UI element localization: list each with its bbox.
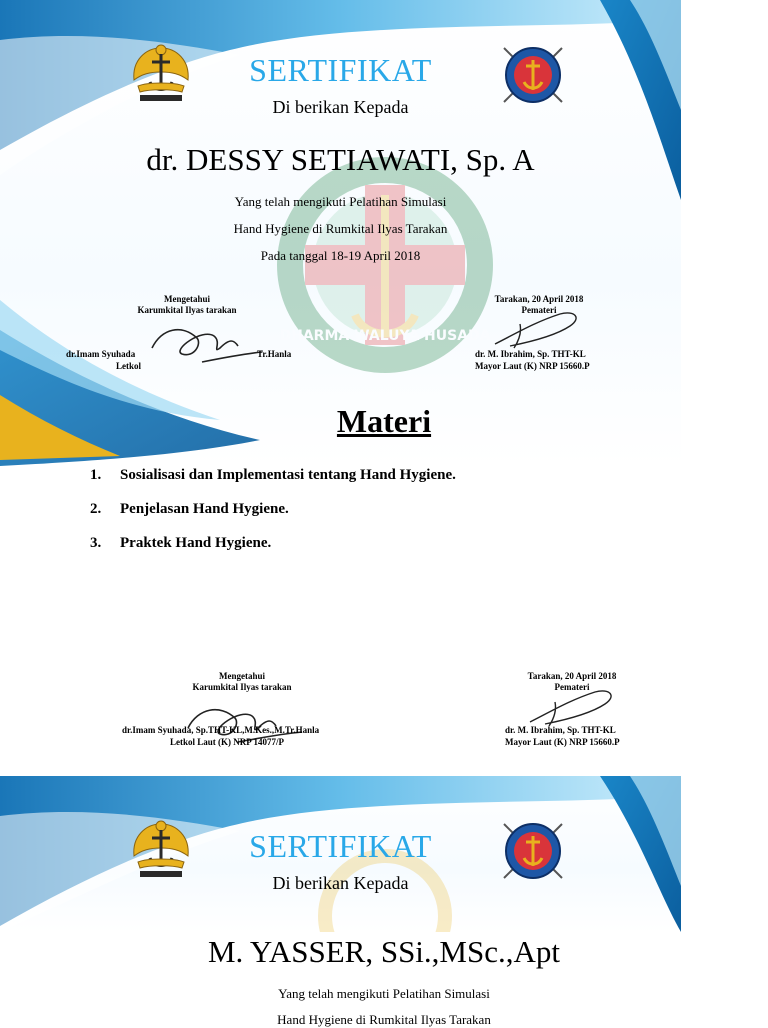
materi-left-name: dr.Imam Syuhada, Sp.THT-KL,M.Kes.,M.Tr.Hanla	[122, 725, 320, 735]
materi-left-heading	[117, 671, 367, 693]
certificate-title: SERTIFIKAT	[249, 52, 432, 88]
materi-right-heading-1: Tarakan, 20 April 2018	[527, 671, 617, 681]
date-line: Pada tanggal 18-19 April 2018	[260, 248, 421, 263]
right-name: dr. M. Ibrahim, Sp. THT-KL	[475, 349, 586, 359]
certificate-title: SERTIFIKAT	[249, 828, 432, 864]
left-rank: Letkol	[116, 361, 142, 371]
materi-right-rank: Mayor Laut (K) NRP 15660.P	[505, 737, 620, 747]
left-signature-heading	[62, 294, 312, 316]
signature-scribble-icon	[490, 304, 590, 354]
materi-left-heading-1: Mengetahui	[219, 671, 265, 681]
materi-left-heading-2: Karumkital Ilyas tarakan	[192, 682, 292, 692]
certificate-2	[0, 776, 681, 932]
right-heading-2: Pemateri	[521, 305, 557, 315]
watermark-text: DHARMA WALUYA HUSADA	[279, 328, 491, 344]
course-line-1: Yang telah mengikuti Pelatihan Simulasi	[234, 194, 447, 209]
signature-scribble-icon	[142, 318, 272, 368]
materi-list	[90, 467, 456, 569]
course-line-1: Yang telah mengikuti Pelatihan Simulasi	[278, 986, 490, 1001]
materi-right-heading-2: Pemateri	[554, 682, 590, 692]
course-line-2: Hand Hygiene di Rumkital Ilyas Tarakan	[277, 1012, 491, 1027]
left-heading-2: Karumkital Ilyas tarakan	[137, 305, 237, 315]
course-line-2: Hand Hygiene di Rumkital Ilyas Tarakan	[233, 221, 448, 236]
left-name-start: dr.Imam Syuhada	[66, 349, 136, 359]
recipient-name: M. YASSER, SSi.,MSc.,Apt	[207, 934, 560, 969]
materi-right-name: dr. M. Ibrahim, Sp. THT-KL	[505, 725, 616, 735]
list-item-number: 3.	[90, 535, 102, 551]
list-item-number: 1.	[90, 467, 102, 483]
recipient-name: dr. DESSY SETIAWATI, Sp. A	[146, 142, 535, 177]
given-to-text: Di berikan Kepada	[272, 97, 409, 117]
list-item	[90, 501, 456, 535]
given-to-text: Di berikan Kepada	[272, 873, 409, 893]
right-heading-1: Tarakan, 20 April 2018	[494, 294, 584, 304]
list-item-text: Sosialisasi dan Implementasi tentang Hand Hygiene.	[120, 467, 456, 483]
list-item-text: Praktek Hand Hygiene.	[120, 535, 272, 551]
left-heading-1: Mengetahui	[164, 294, 210, 304]
materi-title: Materi	[336, 403, 432, 439]
list-item	[90, 535, 456, 569]
right-rank: Mayor Laut (K) NRP 15660.P	[475, 361, 590, 371]
certificate-1	[0, 0, 681, 466]
left-name-end: Tr.Hanla	[257, 349, 292, 359]
list-item-number: 2.	[90, 501, 102, 517]
list-item	[90, 467, 456, 501]
list-item-text: Penjelasan Hand Hygiene.	[120, 501, 289, 517]
materi-left-rank: Letkol Laut (K) NRP 14077/P	[170, 737, 284, 747]
hospital-cross-anchor-watermark-icon	[325, 856, 445, 932]
